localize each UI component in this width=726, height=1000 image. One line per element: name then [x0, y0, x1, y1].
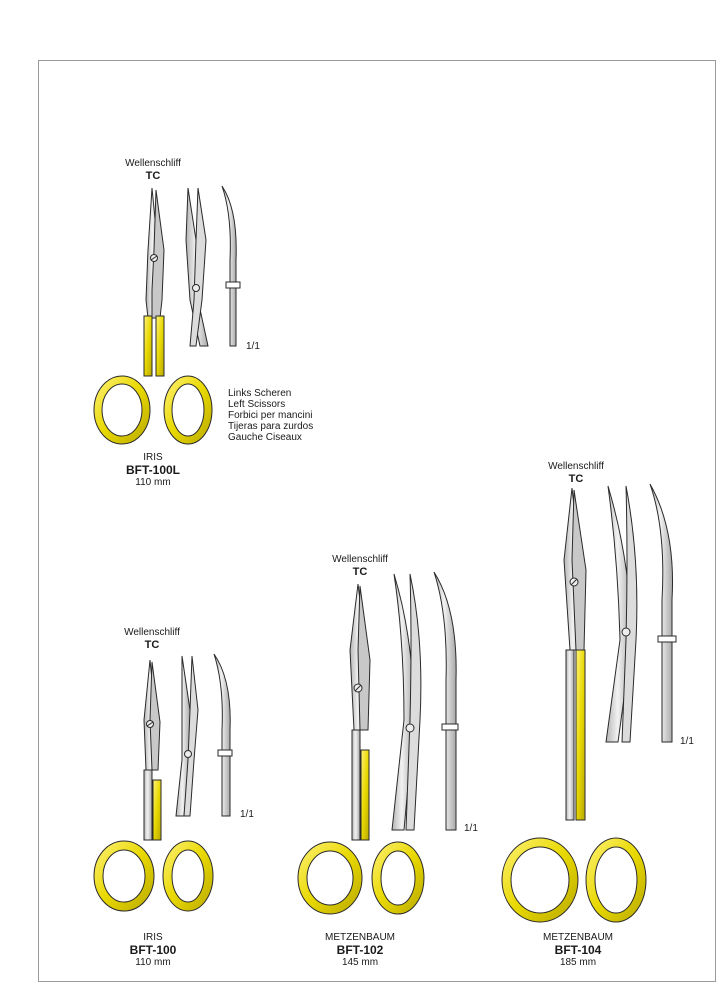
tc-label: TC	[145, 170, 161, 182]
scale-label: 1/1	[240, 809, 254, 820]
wellenschliff-label: Wellenschliff	[548, 461, 604, 472]
product-family: METZENBAUM	[543, 932, 613, 943]
product-family: IRIS	[143, 932, 163, 943]
tc-label: TC	[144, 639, 160, 651]
scale-label: 1/1	[464, 823, 478, 834]
note-line-fr: Gauche Ciseaux	[228, 432, 302, 443]
tc-label: TC	[568, 473, 584, 485]
scissors-bft-102-side	[392, 572, 458, 830]
note-line-es: Tijeras para zurdos	[228, 421, 314, 432]
wellenschliff-label: Wellenschliff	[124, 627, 180, 638]
product-size: 185 mm	[559, 957, 597, 968]
note-line-de: Links Scheren	[228, 388, 292, 399]
scale-label: 1/1	[246, 341, 260, 352]
product-code: BFT-102	[336, 943, 384, 957]
note-line-en: Left Scissors	[228, 399, 286, 410]
scissors-bft-100-side	[176, 654, 232, 816]
wellenschliff-label: Wellenschliff	[125, 158, 181, 169]
product-family: IRIS	[143, 452, 163, 463]
scissors-bft-100l-side	[186, 186, 240, 346]
product-size: 110 mm	[135, 477, 171, 488]
product-size: 110 mm	[135, 957, 171, 968]
tc-label: TC	[352, 566, 368, 578]
product-code: BFT-100L	[125, 463, 181, 477]
product-size: 145 mm	[341, 957, 379, 968]
product-code: BFT-104	[554, 943, 602, 957]
left-scissors-note	[228, 388, 313, 443]
scale-label: 1/1	[680, 736, 694, 747]
product-family: METZENBAUM	[325, 932, 395, 943]
product-code: BFT-100	[129, 943, 177, 957]
note-line-it: Forbici per mancini	[228, 410, 313, 421]
wellenschliff-label: Wellenschliff	[332, 554, 388, 565]
scissors-bft-104-side	[606, 484, 676, 742]
